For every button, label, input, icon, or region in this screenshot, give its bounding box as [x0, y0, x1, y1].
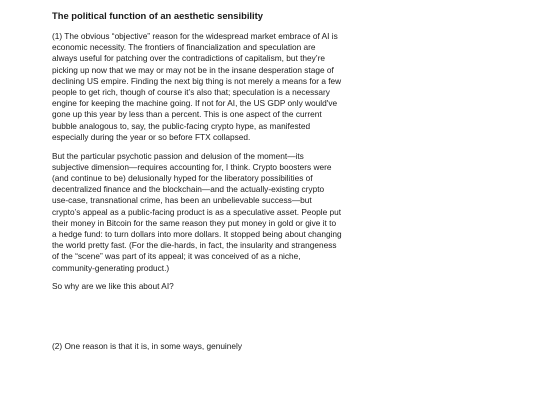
- paragraph-3: So why are we like this about AI?: [52, 281, 174, 292]
- paragraph-2: But the particular psychotic passion and delusion of the moment—its subjective dimension—requires accounting for, I think. Crypto boosters were (and continue to be) delusionally hyped for the liberatory possibilities of decentralized finance and the blockchain—and the actually-existing crypto use-case, transnational crime, has been an unbelievable success—but crypto’s appeal as a public-facing product is as a speculative asset. People put their money in Bitcoin for the same reason they put money in gold or give it to a hedge fund: to turn dollars into more dollars. It stopped being about changing the world pretty fast. (For the die-hards, in fact, the insularity and strangeness of the “scene” was part of its appeal; it was conceived of as a niche, community-generating product.): [52, 150, 342, 273]
- paragraph-1: (1) The obvious “objective” reason for the widespread market embrace of AI is economic necessity. The frontiers of financialization and speculation are always useful for patching over the contradictions of capitalism, but they’re picking up now that we may or may not be in the insane desperation stage of declining US empire. Finding the next big thing is not merely a means for a few people to get rich, though of course it’s also that; speculation is a necessary engine for keeping the machine going. If not for AI, the US GDP only would've gone up this year by less than a percent. This is one aspect of the current bubble analogous to, say, the public-facing crypto hype, as manifested especially during the year or so before FTX collapsed.: [52, 31, 342, 142]
- section-gap: [52, 300, 342, 341]
- article: [52, 8, 342, 352]
- article-title: The political function of an aesthetic sensibility: [52, 10, 263, 21]
- paragraph-4-partial: (2) One reason is that it is, in some ways, genuinely: [52, 340, 242, 351]
